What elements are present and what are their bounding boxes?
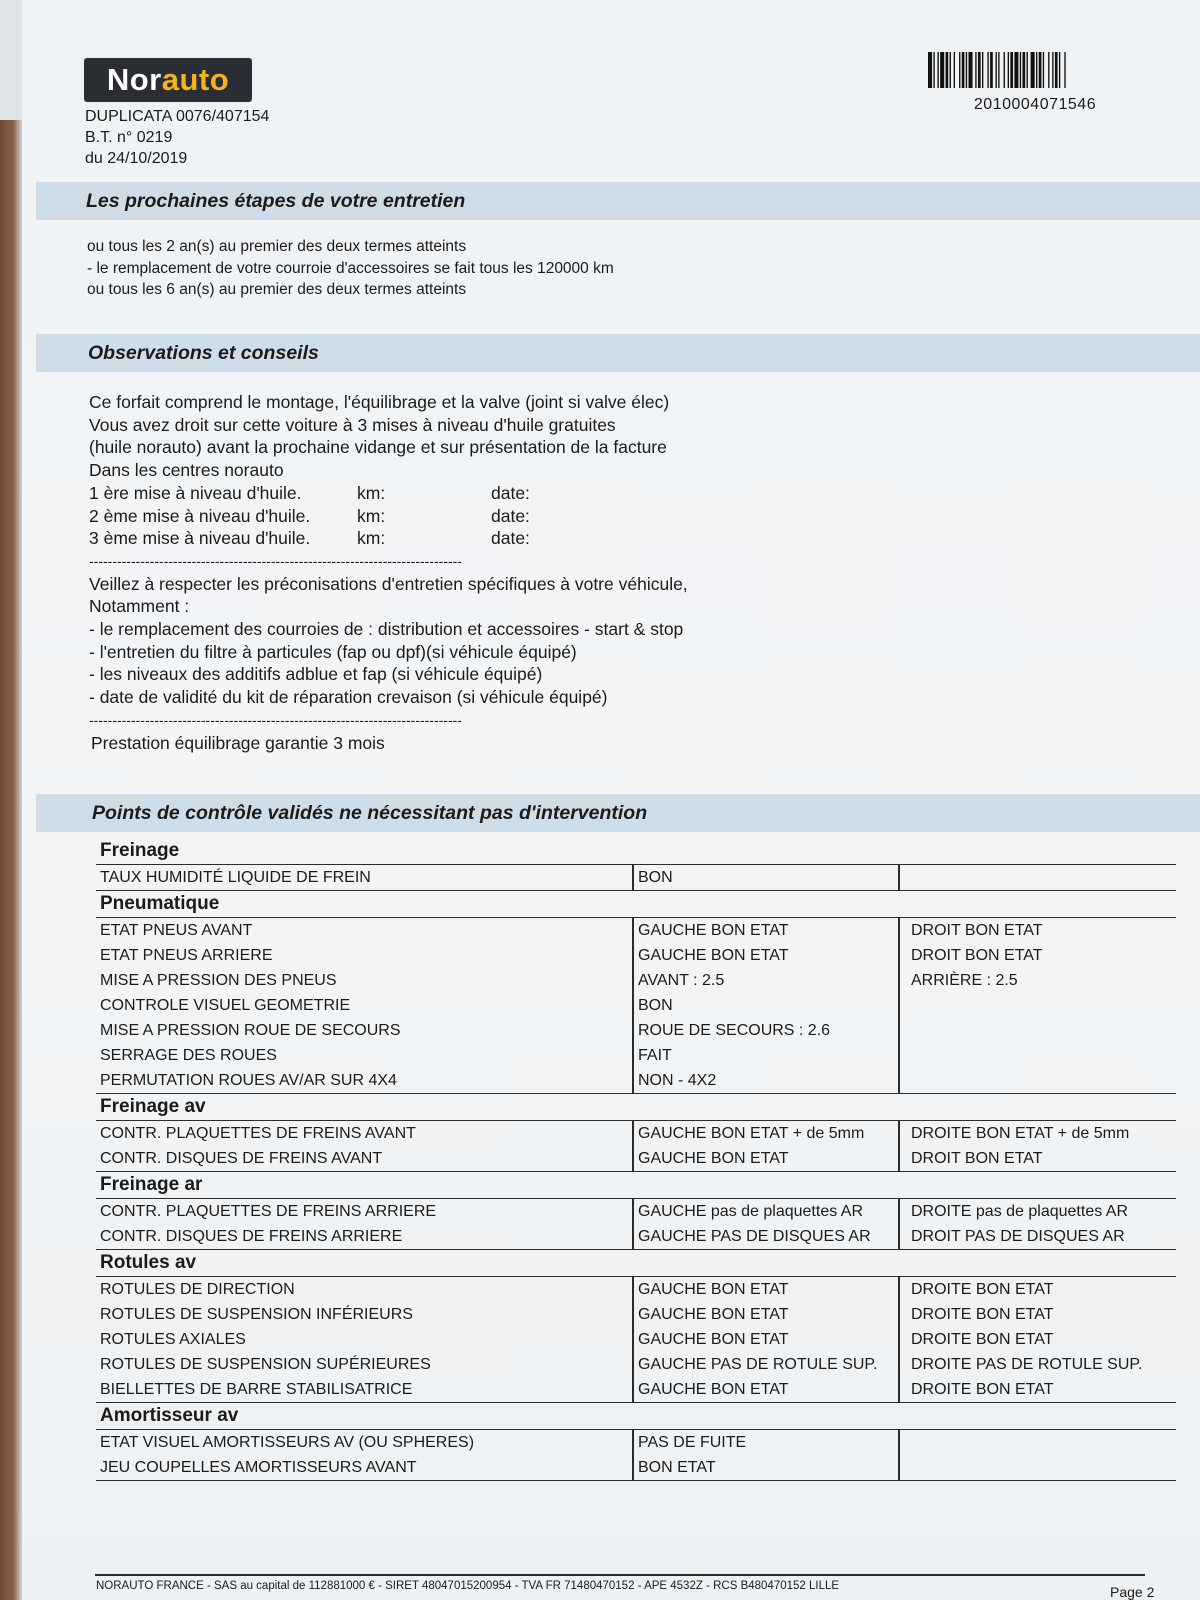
check-item: CONTR. DISQUES DE FREINS ARRIERE — [100, 1228, 403, 1245]
separator-line: -------------------------------------------------------------------------------- — [89, 552, 462, 569]
advice-line: - le remplacement des courroies de : distribution et accessoires - start & stop — [89, 619, 684, 640]
check-item: ETAT PNEUS ARRIERE — [100, 947, 273, 964]
footer-rule — [95, 1574, 1145, 1576]
table-row — [96, 993, 1176, 1018]
result-right: DROITE BON ETAT + de 5mm — [911, 1125, 1130, 1142]
barcode-bar — [1064, 52, 1065, 88]
category-heading: Rotules av — [100, 1252, 197, 1273]
next-steps-text — [87, 236, 614, 301]
column-divider — [898, 1430, 900, 1480]
control-points-table — [96, 838, 1176, 1481]
column-divider — [632, 1199, 634, 1249]
observations-text — [89, 391, 688, 754]
table-row — [96, 1302, 1176, 1327]
document-date: du 24/10/2019 — [85, 150, 188, 167]
next-steps-line: - le remplacement de votre courroie d'accessoires se fait tous les 120000 km — [87, 259, 614, 277]
bt-number: B.T. n° 0219 — [85, 129, 173, 146]
barcode-bar — [969, 52, 973, 88]
table-row — [96, 918, 1176, 943]
result-left: GAUCHE pas de plaquettes AR — [638, 1203, 864, 1220]
document-reference — [85, 106, 269, 169]
check-item: ROTULES DE DIRECTION — [100, 1281, 295, 1298]
barcode-bar — [937, 52, 938, 88]
result-right: DROIT BON ETAT — [911, 947, 1043, 964]
check-item: MISE A PRESSION ROUE DE SECOURS — [100, 1022, 401, 1039]
barcode-bar — [1014, 52, 1018, 88]
duplicata-number: DUPLICATA 0076/407154 — [85, 108, 270, 125]
check-item: BIELLETTES DE BARRE STABILISATRICE — [100, 1381, 413, 1398]
result-left: PAS DE FUITE — [638, 1434, 747, 1451]
advice-line: Notamment : — [89, 596, 190, 617]
barcode-bar — [940, 52, 944, 88]
barcode-bar — [1052, 52, 1053, 88]
column-divider — [632, 1277, 634, 1402]
check-item: ROTULES AXIALES — [100, 1331, 246, 1348]
check-item: CONTR. PLAQUETTES DE FREINS ARRIERE — [100, 1203, 437, 1220]
table-row — [96, 968, 1176, 993]
table-row — [96, 865, 1176, 890]
table-row — [96, 943, 1176, 968]
barcode-bar — [978, 52, 981, 88]
barcode-number: 2010004071546 — [973, 96, 1097, 113]
barcode-bar — [998, 52, 999, 88]
result-left: BON — [638, 869, 673, 886]
barcode-bar — [1039, 52, 1042, 88]
result-right: DROITE BON ETAT — [911, 1281, 1054, 1298]
table-row — [96, 1455, 1176, 1480]
barcode-bar — [1036, 52, 1037, 88]
observation-line: Ce forfait comprend le montage, l'équilibrage et la valve (joint si valve élec) — [89, 392, 670, 412]
result-right: DROIT PAS DE DISQUES AR — [911, 1228, 1125, 1245]
barcode-bar — [1055, 52, 1058, 88]
result-right — [903, 865, 1176, 890]
column-divider — [898, 1121, 900, 1171]
observation-line: (huile norauto) avant la prochaine vidange et sur présentation de la facture — [89, 437, 667, 458]
barcode-bar — [975, 52, 976, 88]
barcode-bar — [1048, 52, 1049, 88]
barcode-bar — [966, 52, 967, 88]
control-points-header — [36, 794, 1200, 832]
barcode-bar — [946, 52, 949, 88]
result-right — [903, 993, 1176, 1018]
result-right: DROIT BON ETAT — [911, 922, 1043, 939]
check-item: TAUX HUMIDITÉ LIQUIDE DE FREIN — [100, 869, 371, 886]
legal-footer: NORAUTO FRANCE - SAS au capital de 112881000 € - SIRET 48047015200954 - TVA FR 71480470152 - APE 4532Z - RCS B480470152 LILLE — [96, 1580, 840, 1592]
check-item: MISE A PRESSION DES PNEUS — [100, 972, 337, 989]
result-right: ARRIÈRE : 2.5 — [911, 972, 1018, 989]
column-divider — [898, 918, 900, 1093]
result-right — [903, 1430, 1176, 1455]
check-item: PERMUTATION ROUES AV/AR SUR 4X4 — [100, 1072, 397, 1089]
barcode-bar — [959, 52, 960, 88]
category-table — [96, 864, 1176, 891]
result-right — [903, 1455, 1176, 1480]
check-item: ROTULES DE SUSPENSION INFÉRIEURS — [100, 1306, 413, 1323]
page-number: Page 2 — [1110, 1584, 1155, 1600]
oil-top-up-row: 2 ème mise à niveau d'huile. km: date: — [89, 505, 530, 526]
table-row — [96, 1377, 1176, 1402]
result-left: GAUCHE BON ETAT — [638, 1381, 789, 1398]
barcode-bar — [1027, 52, 1028, 88]
control-points-title: Points de contrôle validés ne nécessitant pas d'intervention — [92, 801, 648, 824]
oil-top-up-row: 3 ème mise à niveau d'huile. km: date: — [89, 528, 530, 549]
table-row — [96, 1224, 1176, 1249]
column-divider — [632, 1430, 634, 1480]
column-divider — [898, 1199, 900, 1249]
observation-line: Dans les centres norauto — [89, 460, 284, 481]
category-heading: Freinage ar — [100, 1174, 203, 1195]
result-left: FAIT — [638, 1047, 672, 1064]
table-row — [96, 1430, 1176, 1455]
result-left: GAUCHE BON ETAT — [638, 1150, 789, 1167]
table-row — [96, 1277, 1176, 1302]
result-right — [903, 1018, 1176, 1043]
result-left: GAUCHE BON ETAT — [638, 1331, 789, 1348]
result-left: GAUCHE BON ETAT — [638, 1281, 789, 1298]
desk-edge — [0, 120, 22, 1600]
table-row — [96, 1121, 1176, 1146]
result-right: DROITE BON ETAT — [911, 1381, 1054, 1398]
result-left: GAUCHE BON ETAT — [638, 947, 789, 964]
result-left: GAUCHE PAS DE ROTULE SUP. — [638, 1356, 878, 1373]
next-steps-line: ou tous les 6 an(s) au premier des deux termes atteints — [87, 281, 467, 298]
result-left: BON — [638, 997, 673, 1014]
result-left: GAUCHE BON ETAT + de 5mm — [638, 1125, 865, 1142]
result-right: DROIT BON ETAT — [911, 1150, 1043, 1167]
table-row — [96, 1043, 1176, 1068]
category-table — [96, 917, 1176, 1094]
next-steps-title: Les prochaines étapes de votre entretien — [86, 189, 466, 212]
advice-line: - l'entretien du filtre à particules (fap ou dpf)(si véhicule équipé) — [89, 641, 577, 662]
category-heading: Freinage — [100, 840, 180, 861]
check-item: CONTROLE VISUEL GEOMETRIE — [100, 997, 351, 1014]
check-item: CONTR. DISQUES DE FREINS AVANT — [100, 1150, 383, 1167]
barcode-bar — [1023, 52, 1026, 88]
category-heading: Amortisseur av — [100, 1405, 239, 1426]
barcode-bar — [1008, 52, 1009, 88]
check-item: SERRAGE DES ROUES — [100, 1047, 277, 1064]
table-row — [96, 1199, 1176, 1224]
check-item: ROTULES DE SUSPENSION SUPÉRIEURES — [100, 1356, 431, 1373]
barcode-bar — [928, 52, 932, 88]
check-item: JEU COUPELLES AMORTISSEURS AVANT — [100, 1459, 417, 1476]
category-table — [96, 1198, 1176, 1250]
barcode-bar — [1043, 52, 1044, 88]
column-divider — [898, 1277, 900, 1402]
table-row — [96, 1327, 1176, 1352]
column-divider — [632, 918, 634, 1093]
check-item: CONTR. PLAQUETTES DE FREINS AVANT — [100, 1125, 416, 1142]
barcode-bar — [1010, 52, 1013, 88]
norauto-logo: Nor auto — [84, 58, 252, 102]
advice-line: Veillez à respecter les préconisations d'entretien spécifiques à votre véhicule, — [89, 573, 688, 594]
barcode-bar — [962, 52, 965, 88]
table-row — [96, 1068, 1176, 1093]
separator-line: -------------------------------------------------------------------------------- — [89, 711, 462, 728]
result-left: GAUCHE PAS DE DISQUES AR — [638, 1228, 871, 1245]
category-table — [96, 1429, 1176, 1481]
result-left: AVANT : 2.5 — [638, 972, 725, 989]
barcode-bar — [987, 52, 988, 88]
category-heading: Freinage av — [100, 1096, 206, 1117]
result-right: DROITE BON ETAT — [911, 1331, 1054, 1348]
advice-line: - les niveaux des additifs adblue et fap (si véhicule équipé) — [89, 664, 543, 685]
barcode-bar — [954, 52, 955, 88]
oil-top-up-row: 1 ère mise à niveau d'huile. km: date: — [89, 482, 530, 503]
result-left: ROUE DE SECOURS : 2.6 — [638, 1022, 831, 1039]
table-row — [96, 1146, 1176, 1171]
observations-title: Observations et conseils — [88, 341, 319, 364]
check-item: ETAT PNEUS AVANT — [100, 922, 253, 939]
observations-header — [36, 334, 1200, 372]
next-steps-line: ou tous les 2 an(s) au premier des deux termes atteints — [87, 238, 467, 255]
result-right: DROITE pas de plaquettes AR — [911, 1203, 1128, 1220]
column-divider — [632, 865, 634, 890]
observation-line: Vous avez droit sur cette voiture à 3 mises à niveau d'huile gratuites — [89, 414, 616, 435]
barcode-bar — [982, 52, 983, 88]
table-row — [96, 1018, 1176, 1043]
category-table — [96, 1120, 1176, 1172]
barcode-bar — [1004, 52, 1005, 88]
barcode-bar — [1059, 52, 1060, 88]
barcode-bar — [933, 52, 934, 88]
barcode-bar — [950, 52, 951, 88]
result-left: GAUCHE BON ETAT — [638, 1306, 789, 1323]
advice-line: - date de validité du kit de réparation crevaison (si véhicule équipé) — [89, 687, 608, 708]
result-left: GAUCHE BON ETAT — [638, 922, 789, 939]
category-table — [96, 1276, 1176, 1403]
column-divider — [898, 865, 900, 890]
result-left: BON ETAT — [638, 1459, 716, 1476]
barcode-bar — [1031, 52, 1035, 88]
check-item: ETAT VISUEL AMORTISSEURS AV (OU SPHERES) — [100, 1434, 475, 1451]
result-right: DROITE BON ETAT — [911, 1306, 1054, 1323]
result-right: DROITE PAS DE ROTULE SUP. — [911, 1356, 1143, 1373]
column-divider — [632, 1121, 634, 1171]
barcode-bar — [990, 52, 993, 88]
barcode-bar — [1020, 52, 1021, 88]
result-right — [903, 1043, 1176, 1068]
guarantee-line: Prestation équilibrage garantie 3 mois — [91, 732, 385, 753]
next-steps-header — [36, 182, 1200, 220]
result-right — [903, 1068, 1176, 1093]
barcode — [928, 52, 1136, 88]
category-heading: Pneumatique — [100, 893, 220, 914]
barcode-bar — [996, 52, 997, 88]
table-row — [96, 1352, 1176, 1377]
result-left: NON - 4X2 — [638, 1072, 717, 1089]
